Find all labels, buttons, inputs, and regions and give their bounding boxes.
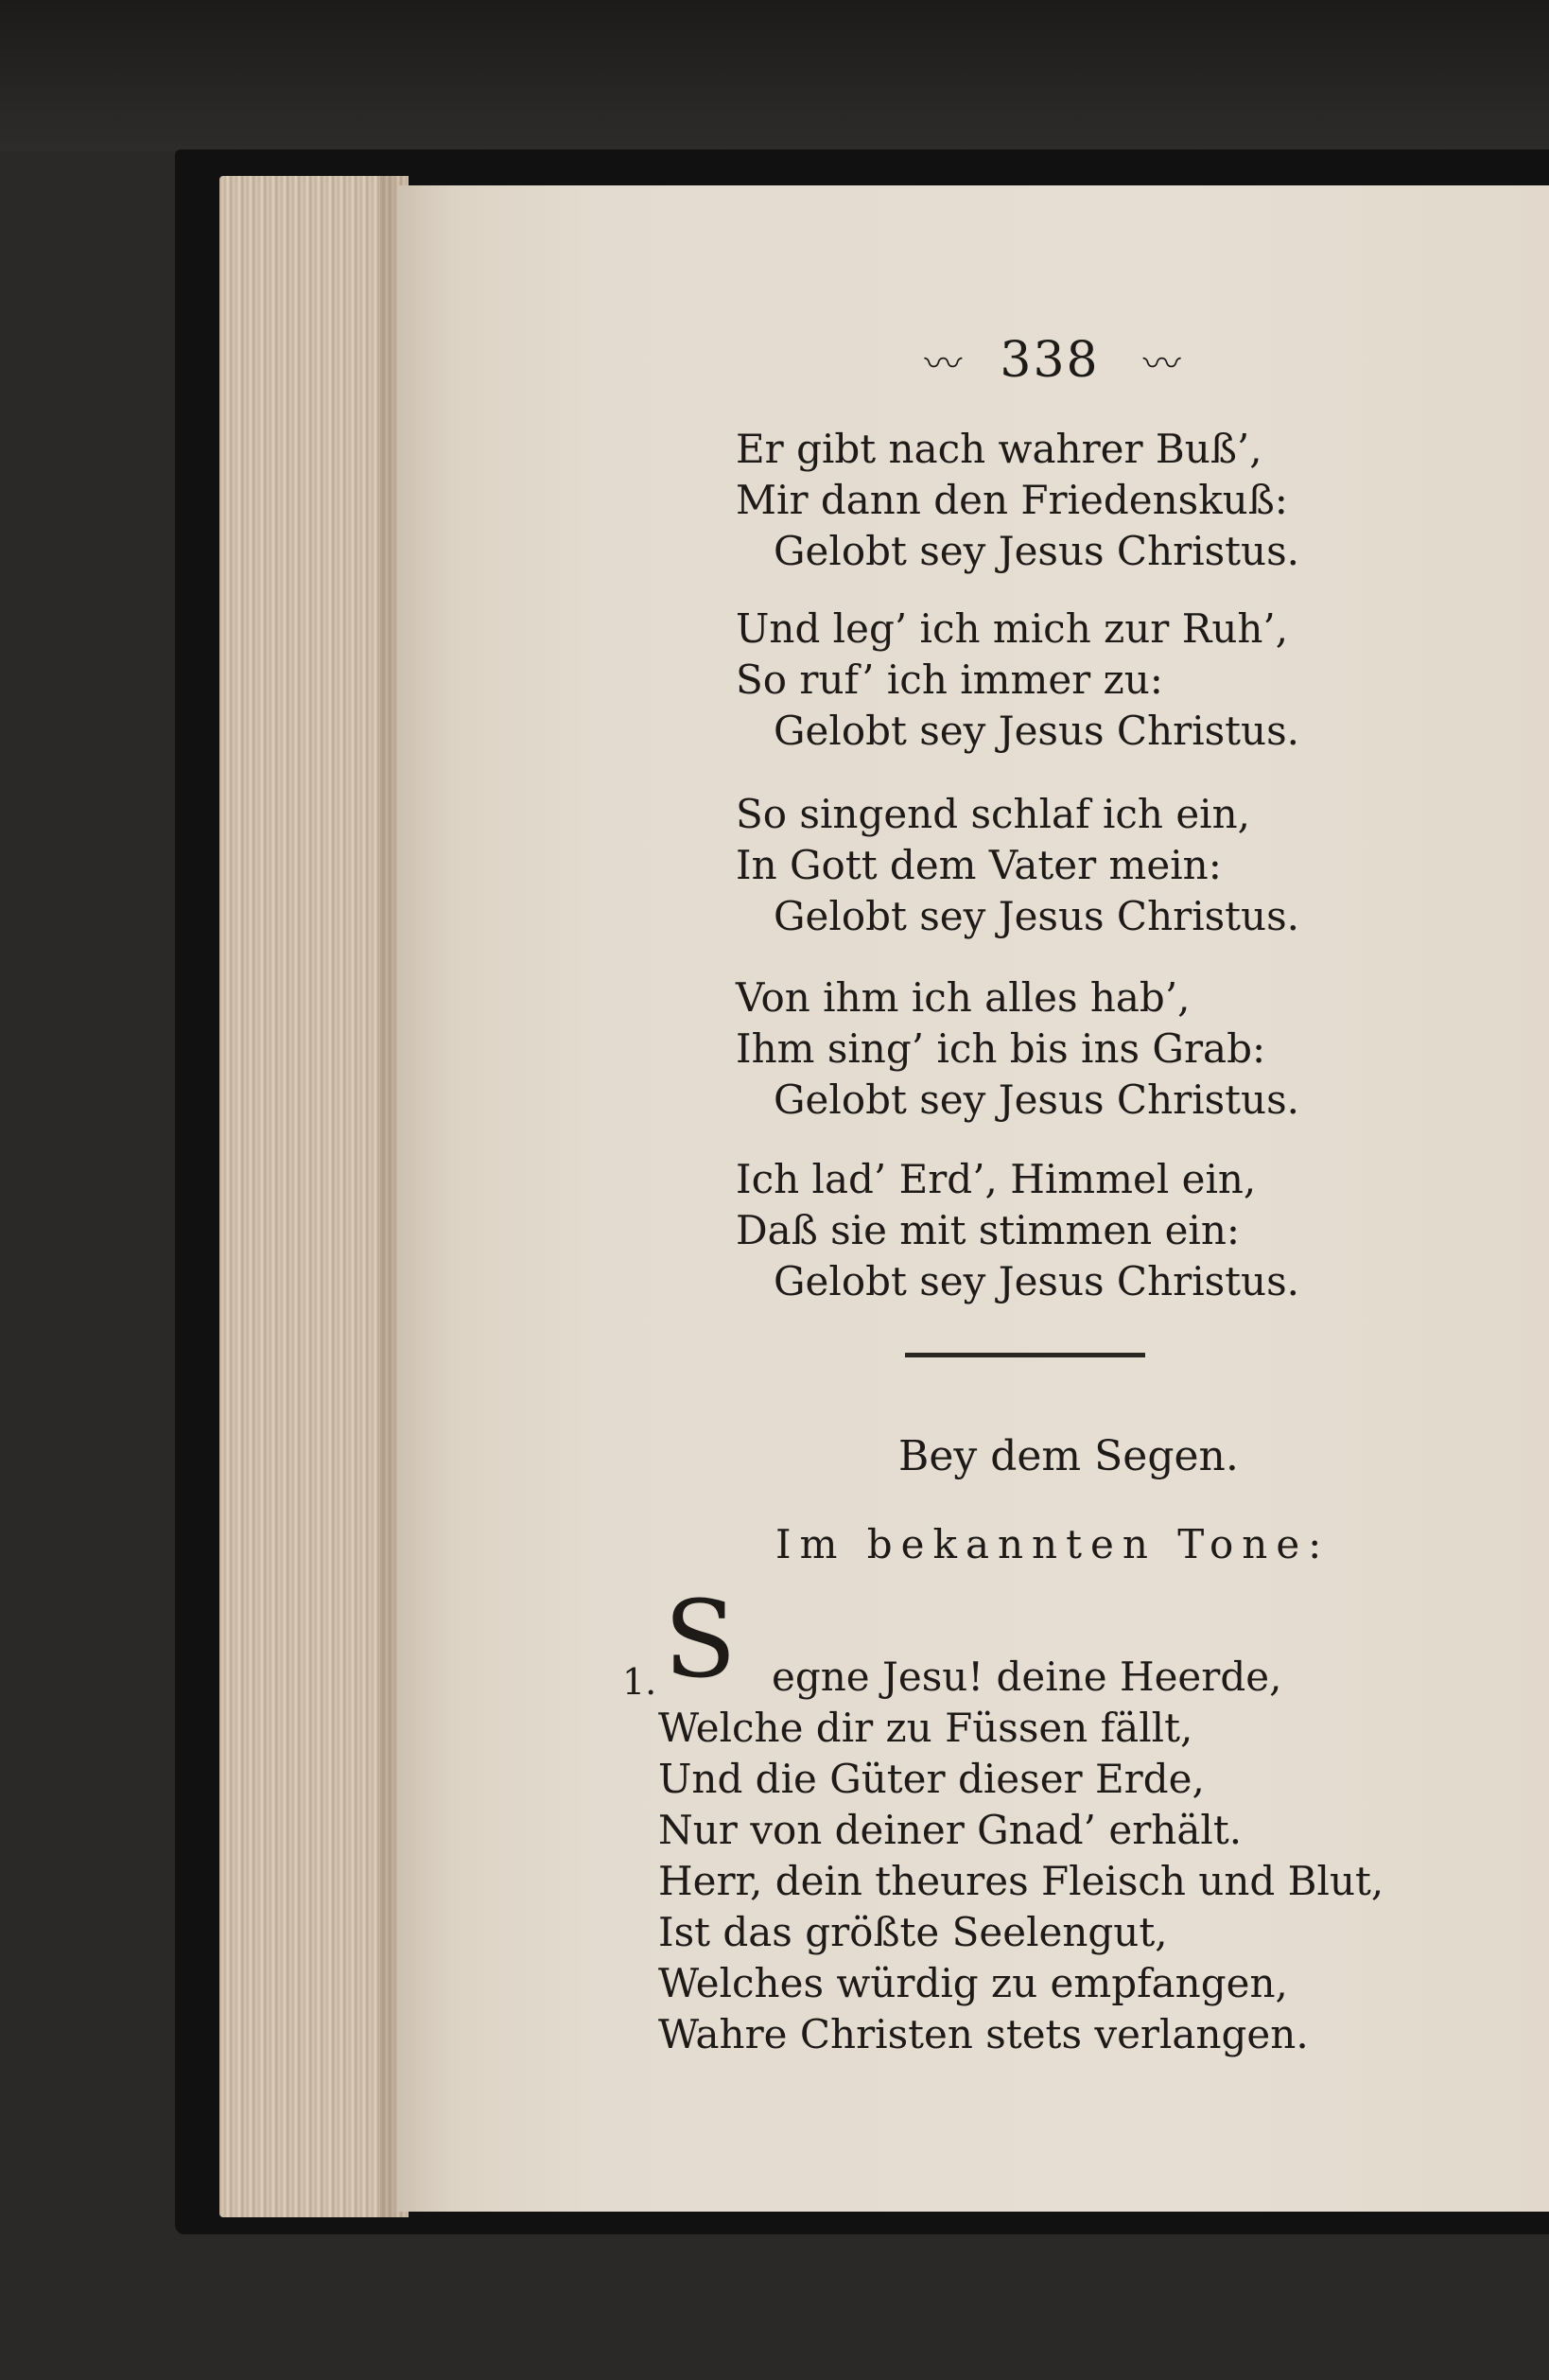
hymn-line-4: Nur von deiner Gnad’ erhält. bbox=[658, 1807, 1243, 1853]
stanza-5-refrain: Gelobt sey Jesus Christus. bbox=[774, 1258, 1300, 1304]
stanza-5-line-1: Ich lad’ Erd’, Himmel ein, bbox=[736, 1156, 1257, 1202]
hymn-line-6: Ist das größte Seelengut, bbox=[658, 1909, 1168, 1955]
hymn-tune-note: Im bekannten Tone: bbox=[775, 1521, 1331, 1567]
stanza-1-line-2: Mir dann den Friedenskuß: bbox=[736, 477, 1288, 523]
stanza-4-line-1: Von ihm ich alles hab’, bbox=[736, 974, 1191, 1021]
hymn-line-7: Welches würdig zu empfangen, bbox=[658, 1960, 1288, 2006]
hymn-line-3: Und die Güter dieser Erde, bbox=[658, 1756, 1205, 1802]
verse-number: 1. bbox=[622, 1661, 657, 1703]
hymn-line-5: Herr, dein theures Fleisch und Blut, bbox=[658, 1858, 1384, 1904]
stanza-1-refrain: Gelobt sey Jesus Christus. bbox=[774, 528, 1300, 574]
dark-background bbox=[0, 0, 1549, 151]
book-page bbox=[397, 185, 1549, 2212]
stanza-4-line-2: Ihm sing’ ich bis ins Grab: bbox=[736, 1025, 1266, 1072]
hymn-title: Bey dem Segen. bbox=[898, 1432, 1239, 1480]
stanza-5-line-2: Daß sie mit stimmen ein: bbox=[736, 1207, 1241, 1253]
hymn-line-2: Welche dir zu Füssen fällt, bbox=[658, 1705, 1193, 1751]
ornament-left: 〰 bbox=[924, 341, 957, 386]
hymn-line-1: egne Jesu! deine Heerde, bbox=[772, 1654, 1282, 1700]
ornament-right: 〰 bbox=[1142, 341, 1175, 386]
section-divider bbox=[905, 1353, 1145, 1357]
stanza-3-refrain: Gelobt sey Jesus Christus. bbox=[774, 893, 1300, 939]
page-header bbox=[851, 327, 1248, 394]
stanza-3-line-2: In Gott dem Vater mein: bbox=[736, 842, 1222, 888]
hymn-line-8: Wahre Christen stets verlangen. bbox=[658, 2011, 1309, 2057]
page-edges bbox=[219, 176, 409, 2217]
drop-capital: S bbox=[664, 1579, 737, 1702]
stanza-1-line-1: Er gibt nach wahrer Buß’, bbox=[736, 426, 1262, 472]
stanza-4-refrain: Gelobt sey Jesus Christus. bbox=[774, 1076, 1300, 1123]
stanza-2-line-1: Und leg’ ich mich zur Ruh’, bbox=[736, 605, 1289, 652]
stanza-3-line-1: So singend schlaf ich ein, bbox=[736, 791, 1251, 837]
stanza-2-line-2: So ruf’ ich immer zu: bbox=[736, 656, 1163, 703]
stanza-2-refrain: Gelobt sey Jesus Christus. bbox=[774, 708, 1300, 754]
page-number: 338 bbox=[1000, 332, 1100, 389]
